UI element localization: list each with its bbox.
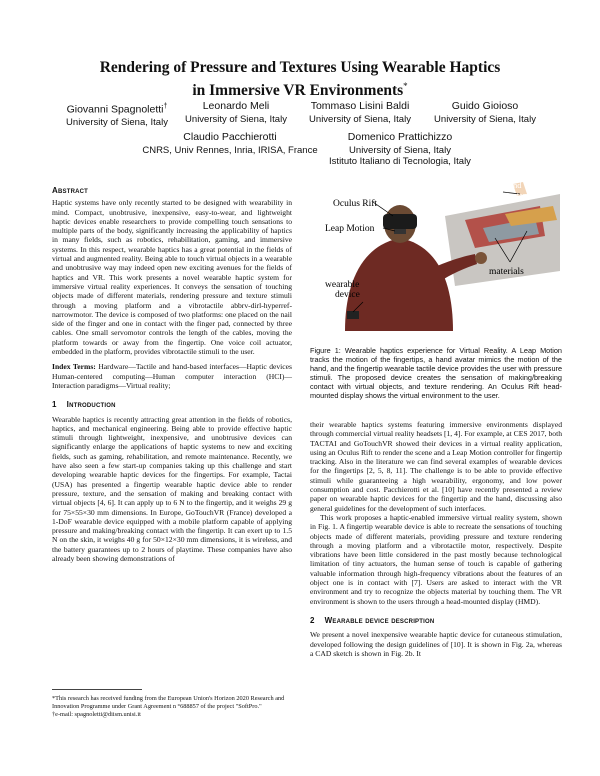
abstract-heading — [52, 186, 292, 195]
footnotes — [52, 695, 292, 719]
footnote-rule — [52, 689, 142, 690]
paper-title — [40, 58, 560, 100]
index-terms-text: Hardware—Tactile and hand-based interfaces—Haptic devices Human-centered computing—Human computer interaction (HCI)—Interaction paradigms—Virtual reality; — [52, 362, 292, 390]
author-affiliation: CNRS, Univ Rennes, Inria, IRISA, France — [142, 144, 318, 156]
author-affiliation: University of Siena, Italy — [309, 113, 411, 125]
author-affiliation: University of Siena, Italy — [349, 144, 451, 156]
author-name: Guido Gioioso — [451, 100, 519, 112]
author-name — [52, 101, 182, 116]
index-terms-label: Index Terms: — [52, 362, 96, 372]
label-device: device — [335, 290, 360, 300]
label-materials: materials — [489, 267, 524, 277]
author-meli — [176, 101, 296, 125]
leap-motion-sensor — [394, 229, 406, 234]
author-affiliation: University of Siena, Italy — [185, 113, 287, 125]
author-affiliation: University of Siena, Italy — [434, 113, 536, 125]
right-paragraph-1: their wearable haptics systems featuring immersive environments displayed through commercial virtual reality headsets [1, 4]. For example, at CES 2017, both TACTAI and GoTouchVR showed their devices in a virtual reality application, using an Oculus Rift to render the scene and a Leap Motion controller for fingertip tracking. Also in the literature we can find several examples of wearable devices for the fingertips [2, 5, 8, 11]. The challenge is to be able to provide effective stimuli while guaranteeing a high wearability, ergonomy, and low power consumption and cost. Pacchierotti et al. [10] have recently presented a review paper on wearable haptic devices for the fingertip and the hand, discussing also general guidelines for the development of such interfaces. — [310, 420, 562, 513]
section-number: 2 — [310, 615, 315, 625]
abstract-text: Haptic systems have only recently started to be designed with wearability in mind. Compact, unobtrusive, inexpensive, easy-to-wear, and lightweight haptic devices enable researchers to provide compelling touch sensations to multiple parts of the body, significantly increasing the applicability of haptics in many fields, such as robotics, rehabilitation, gaming, and immersive systems. In this respect, wearable haptics has a great potential in the fields of virtual and augmented reality. Being able to touch virtual objects in a wearable and unobtrusive way may indeed open new exciting avenues for the fields of haptics and VR. This work presents a novel wearable haptic system for immersive virtual reality experiences. It conveys the sensation of touching objects made of different materials, rendering pressure and texture stimuli through a moving platform and a vibrotactile abbrv-dirl-hyperref-narrowmotor. The device is composed of two platforms: one placed on the nail side of the finger and one in contact with the finger pad, connected by three cables. One small servomotor controls the length of the cables, moving the platform towards or away from the fingertip. One voice coil actuator, embedded in the platform, provides vibrotactile stimuli to the user. — [52, 198, 292, 357]
abstract-heading-text: Abstract — [52, 186, 89, 195]
author-name: Claudio Pacchierotti — [183, 131, 277, 143]
right-paragraph-2: This work proposes a haptic-enabled immersive virtual reality system, shown in Fig. 1. A fingertip wearable device is able to recreate the sensations of touching objects made of different materials, providing pressure and texture rendering through a moving platform and a vibrotactile motor, respectively. Despite vibrations have been little considered in the past mostly because technological limitation of tiny actuators, the human sense of touch is capable of gathering valuable information through high-frequency vibrations about the features of an object one is in contact with [7]. Users are asked to interact with the VR environment and try to recognize the objects material by touching them. The VR environment is shown to the users through a head-mounted display (HMD). — [310, 512, 562, 606]
author-prattichizzo — [325, 132, 475, 168]
author-affiliation-2: Istituto Italiano di Tecnologia, Italy — [329, 156, 471, 167]
section-number: 1 — [52, 400, 57, 410]
wearable-device-shape — [347, 311, 359, 319]
label-oculus-rift: Oculus Rift — [333, 199, 378, 209]
figure-1 — [305, 176, 560, 331]
section-2-paragraph: We present a novel inexpensive wearable haptic device for cutaneous stimulation, developed following the design guidelines of [10]. It is shown in Fig. 2a, whereas a CAD sketch is shown in Fig. 2b. It — [310, 630, 562, 658]
section-2-heading — [310, 616, 562, 625]
footnote-funding: *This research has received funding from the European Union's Horizon 2020 Research and Innovation Programme under Grant Agreement n °688857 of the project "SoftPro." — [52, 695, 285, 710]
title-line-1: Rendering of Pressure and Textures Using Wearable Haptics — [99, 59, 501, 76]
section-heading-text: Wearable device description — [324, 615, 435, 625]
oculus-headset — [383, 214, 417, 229]
author-name-text: Giovanni Spagnoletti — [66, 103, 164, 116]
author-spagnoletti — [52, 101, 182, 129]
title-line-2-text: in Immersive VR Environments — [192, 82, 404, 100]
section-heading-text: Introduction — [66, 400, 116, 410]
label-hand: hand — [505, 180, 522, 190]
section-1-paragraph: Wearable haptics is recently attracting great attention in the fields of robotics, haptics, and mechanical engineering. Being able to provide effective haptic stimuli through lightweight, inexpensive, and unobtrusive devices can significantly enlarge the applications of haptic systems to new and exciting fields, such as gaming, rehabilitation, and remote maintenance. Recently, we have also seen a few start-up companies taking up this challenge and start developing wearable haptic devices for the fingertips. For example, Tactai (USA) has presented a fingertip wearable haptic device able to render pressure, texture, and the sensation of making and breaking contact with virtual objects [4, 6]. It can apply up to 6 N to the fingertip, and it weighs 29 g for 75×55×30 mm dimensions. In Europe, GoTouchVR (France) developed a 1-DoF wearable device equipped with a mobile platform capable of applying pressure and making/breaking contact with the fingertip. It can exert up to 1.5 N on the skin, it weighs 40 g for 50×12×30 mm dimensions, it is wireless, and the battery guarantees up to 2 hours of playtime. These companies have also already been showing demonstrations of — [52, 414, 292, 563]
author-name: Leonardo Meli — [202, 100, 270, 112]
author-name: Domenico Prattichizzo — [347, 131, 453, 143]
author-name: Tommaso Lisini Baldi — [310, 100, 410, 112]
author-gioioso — [420, 101, 550, 125]
figure-1-caption: Figure 1: Wearable haptics experience for Virtual Reality. A Leap Motion tracks the motion of the fingertips, a hand avatar mimics the motion of the hand, and the fingertip wearable tactile device provides the user with pressure stimuli. The proposed device creates the sensation of making/breaking contact with virtual objects, and texture rendering. An Oculus Rift head-mounted display shows the virtual environment to the user. — [310, 346, 562, 401]
label-avatar: avatar — [505, 190, 526, 200]
right-column — [310, 420, 562, 658]
footnote-email: †e-mail: spagnoletti@diism.unisi.it — [52, 711, 141, 718]
index-terms — [52, 362, 292, 390]
figure-1-photo — [305, 176, 560, 331]
label-wearable: wearable — [325, 280, 360, 290]
left-column — [52, 186, 292, 563]
title-line-2 — [40, 77, 560, 100]
section-1-heading — [52, 400, 292, 409]
person-hand — [475, 252, 487, 264]
author-affiliation: University of Siena, Italy — [66, 117, 168, 128]
author-lisini-baldi — [296, 101, 424, 125]
title-footnote-mark: * — [403, 81, 408, 91]
author-mark: † — [163, 103, 168, 110]
label-leap-motion: Leap Motion — [325, 224, 375, 234]
author-pacchierotti — [130, 132, 330, 156]
